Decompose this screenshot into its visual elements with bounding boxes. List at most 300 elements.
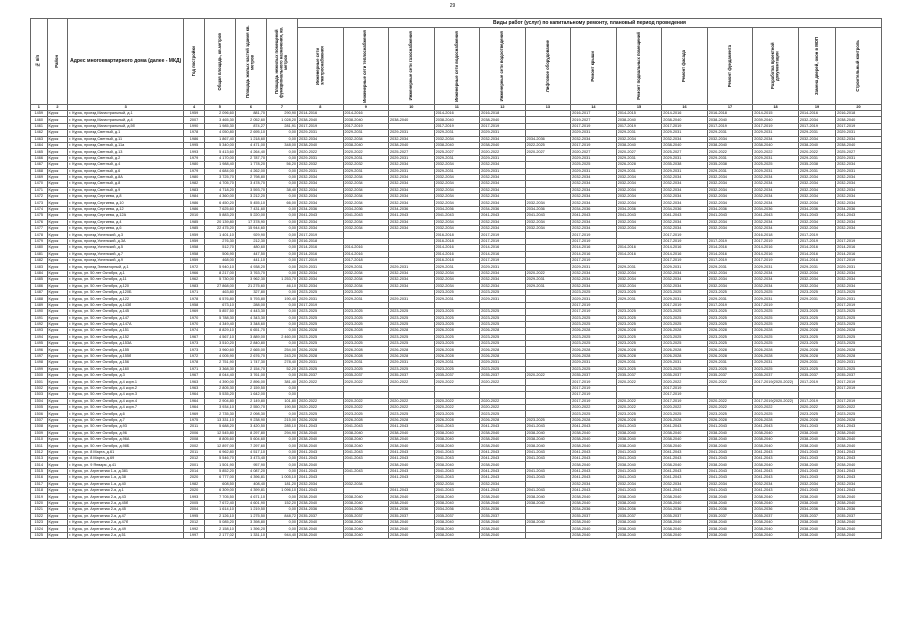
table-cell: 1470: [31, 181, 48, 187]
table-cell: 2026-2028: [480, 347, 526, 353]
table-cell: 480,60: [235, 245, 266, 251]
table-cell: 2032-2034: [343, 277, 389, 283]
table-cell: 3 368,30: [204, 366, 235, 372]
table-cell: 2029-2031: [836, 155, 882, 161]
table-cell: 2029-2031: [297, 155, 343, 161]
table-cell: 1507: [31, 417, 48, 423]
table-cell: 2020-2022: [707, 149, 753, 155]
table-cell: 4 262,00: [235, 168, 266, 174]
table-cell: 2032-2034: [343, 200, 389, 206]
table-cell: 2029-2031: [616, 155, 662, 161]
table-cell: 2023-2025: [753, 289, 799, 295]
table-cell: 408,40: [235, 481, 266, 487]
table-cell: 1501: [31, 379, 48, 385]
table-cell: 1475: [31, 213, 48, 219]
table-cell: 2034-2036: [753, 206, 799, 212]
table-cell: 1959: [184, 238, 205, 244]
table-cell: 1485: [31, 277, 48, 283]
table-cell: 0,00: [266, 238, 297, 244]
table-cell: 101,80: [266, 398, 297, 404]
table-cell: Курск: [47, 206, 68, 212]
table-cell: 4 264,40: [235, 149, 266, 155]
table-cell: 2032-2034: [389, 136, 435, 142]
table-cell: 8 829,10: [204, 328, 235, 334]
table-cell: 2023-2025: [798, 341, 835, 347]
table-cell: г. Курск, ул. 50 лет Октября, д.153А: [68, 341, 184, 347]
table-cell: 2032-2034: [798, 481, 835, 487]
table-cell: 2035-2037: [753, 513, 799, 519]
table-cell: 2017-2019: [753, 257, 799, 263]
table-cell: 5 788,30: [204, 315, 235, 321]
table-cell: 2023-2025: [662, 341, 708, 347]
table-cell: Курск: [47, 494, 68, 500]
table-cell: Курск: [47, 488, 68, 494]
table-cell: 2029-2031: [434, 264, 480, 270]
table-cell: 2014-2016: [343, 245, 389, 251]
table-cell: 2038-2040: [798, 520, 835, 526]
table-cell: 1 096,10: [266, 488, 297, 494]
header-district: Район: [47, 19, 68, 105]
table-cell: 2038-2040: [753, 520, 799, 526]
table-cell: 2020-2022: [434, 398, 480, 404]
table-cell: 2023-2025: [707, 411, 753, 417]
table-cell: 2038-2040: [480, 142, 526, 148]
table-cell: 12 897,00: [204, 443, 235, 449]
table-cell: Курск: [47, 398, 68, 404]
table-cell: 2032-2034: [480, 219, 526, 225]
header-address: Адрес многоквартирного дома (далее - МКД): [68, 19, 184, 105]
table-cell: 2032-2034: [707, 187, 753, 193]
table-cell: 1 614,10: [204, 507, 235, 513]
table-cell: 2017-2019: [571, 385, 617, 391]
table-cell: 2038-2040: [798, 436, 835, 442]
table-cell: 2020-2022: [389, 398, 435, 404]
table-cell: Курск: [47, 392, 68, 398]
table-cell: 2038-2040: [662, 430, 708, 436]
table-cell: 5 413,60: [204, 149, 235, 155]
table-cell: 1484: [31, 270, 48, 276]
table-cell: 2023-2025: [480, 366, 526, 372]
table-cell: 2023-2025: [480, 341, 526, 347]
table-cell: 2026-2028: [434, 328, 480, 334]
table-cell: 2014-2016: [662, 251, 708, 257]
table-cell: 0,00: [266, 181, 297, 187]
table-cell: 2020-2022: [707, 404, 753, 410]
table-cell: 2023-2025: [798, 321, 835, 327]
header-work-12: Замена дверей, окон в МОП: [798, 28, 835, 105]
table-cell: Курск: [47, 302, 68, 308]
table-cell: 2032-2034: [571, 481, 617, 487]
table-cell: 2017-2019: [343, 123, 389, 129]
table-cell: 0,00: [266, 494, 297, 500]
table-cell: 1467: [31, 162, 48, 168]
table-cell: 1959: [184, 111, 205, 117]
table-cell: 2017-2019: [297, 123, 343, 129]
table-cell: 281,91: [266, 123, 297, 129]
table-cell: 2026-2028: [798, 353, 835, 359]
table-cell: 2032-2034: [836, 162, 882, 168]
table-cell: 2 158,10: [204, 526, 235, 532]
table-cell: 2038-2040: [798, 430, 835, 436]
table-cell: 2020-2022: [753, 404, 799, 410]
table-cell: 2032-2034: [343, 270, 389, 276]
table-cell: Курск: [47, 321, 68, 327]
table-cell: 0,00: [266, 130, 297, 136]
table-cell: г. Курск, проезд Светлый, д.8А: [68, 174, 184, 180]
table-cell: 944,40: [266, 532, 297, 538]
table-cell: Курск: [47, 334, 68, 340]
table-cell: 13 331,10: [204, 417, 235, 423]
table-cell: 2020-2022: [662, 404, 708, 410]
table-cell: 2014-2015: [616, 111, 662, 117]
table-cell: Курск: [47, 174, 68, 180]
table-cell: г. Курск, ул. 50 лет Октября, д.4 корп.2: [68, 385, 184, 391]
table-cell: 2020-2022: [662, 379, 708, 385]
table-cell: г. Курск, ул. 50 лет Октября, д.120: [68, 283, 184, 289]
table-cell: 2038-2040: [389, 462, 435, 468]
table-cell: 2041-2043: [662, 475, 708, 481]
column-number: 9: [343, 105, 389, 111]
table-cell: 2032-2034: [434, 174, 480, 180]
table-cell: 6 777,00: [204, 475, 235, 481]
table-cell: 2032-2034: [434, 194, 480, 200]
table-cell: 2029-2031: [343, 360, 389, 366]
table-cell: г. Курск, ул. 50 лет Октября, д.93: [68, 424, 184, 430]
table-cell: 2041-2043: [616, 488, 662, 494]
table-cell: 190,50: [266, 404, 297, 410]
table-cell: 2029-2031: [434, 360, 480, 366]
table-cell: 2025-2027: [662, 149, 708, 155]
table-cell: г. Курск, ул. 50 лет Октября, д.1: [68, 270, 184, 276]
table-cell: 3 962,30: [235, 277, 266, 283]
table-cell: 2026-2028: [389, 353, 435, 359]
table-cell: 2038-2040: [662, 443, 708, 449]
table-cell: 5 546,70: [204, 456, 235, 462]
table-cell: 2038-2040: [616, 532, 662, 538]
table-cell: г. Курск, ул. 50 лет Октября, д.11: [68, 277, 184, 283]
table-cell: 4 705,70: [204, 181, 235, 187]
table-cell: 2023-2025: [836, 366, 882, 372]
table-cell: 2029-2031: [798, 360, 835, 366]
table-cell: 2041-2043: [707, 475, 753, 481]
table-cell: 2016-2017: [571, 111, 617, 117]
table-cell: Курск: [47, 289, 68, 295]
table-cell: 2010: [184, 213, 205, 219]
table-cell: Курск: [47, 111, 68, 117]
table-cell: Курск: [47, 187, 68, 193]
table-cell: 2 735,30: [204, 411, 235, 417]
table-cell: 2017-2019: [836, 302, 882, 308]
table-cell: г. Курск, ул. 50 лет Октября, д.147: [68, 315, 184, 321]
header-work-5: Инженерные сети водоотведения: [480, 28, 526, 105]
table-cell: 2038-2040: [616, 500, 662, 506]
table-cell: 2032-2034: [571, 136, 617, 142]
table-cell: 2017-2019(2020-2022): [753, 379, 799, 385]
table-cell: 2026-2028: [836, 328, 882, 334]
table-cell: 2041-2043: [798, 449, 835, 455]
table-cell: г. Курск, проезд Успенский, д.9: [68, 257, 184, 263]
table-cell: 2038-2040: [836, 500, 882, 506]
table-cell: Курск: [47, 468, 68, 474]
table-cell: 1498: [31, 360, 48, 366]
table-cell: 2029-2031: [616, 360, 662, 366]
table-cell: 2023-2025: [480, 289, 526, 295]
table-cell: 1 275,50: [235, 513, 266, 519]
table-cell: г. Курск, проезд Сергиева, д.8: [68, 194, 184, 200]
table-cell: 2026-2028: [707, 353, 753, 359]
table-cell: 2032-2034: [480, 283, 526, 289]
table-cell: 1483: [31, 264, 48, 270]
table-cell: 2026-2028: [480, 353, 526, 359]
table-cell: 2034-2036: [434, 507, 480, 513]
table-cell: Курск: [47, 520, 68, 526]
table-cell: 2020-2022: [798, 404, 835, 410]
table-cell: 2017-2019: [836, 379, 882, 385]
table-cell: 2023-2025: [616, 411, 662, 417]
table-cell: 2 840,80: [235, 341, 266, 347]
table-cell: 2032-2034: [480, 270, 526, 276]
table-cell: 1495: [31, 341, 48, 347]
table-cell: 2029-2031: [616, 130, 662, 136]
table-cell: 1476: [31, 219, 48, 225]
table-cell: 2032-2034: [707, 226, 753, 232]
table-cell: 2020-2022: [480, 149, 526, 155]
table-cell: 2023-2025: [434, 411, 480, 417]
header-year: Год постройки: [184, 19, 205, 105]
table-cell: 2023-2025: [571, 289, 617, 295]
table-cell: 2041-2043: [616, 213, 662, 219]
table-cell: 2038-2040: [753, 500, 799, 506]
table-cell: 2032-2034: [707, 200, 753, 206]
table-cell: 2020-2022: [343, 379, 389, 385]
table-cell: 1958: [184, 251, 205, 257]
table-cell: 2014-2016: [480, 251, 526, 257]
table-cell: 2041-2043: [836, 456, 882, 462]
table-cell: 1964: [184, 392, 205, 398]
table-cell: 2032-2034: [662, 219, 708, 225]
table-cell: 0,00: [266, 245, 297, 251]
header-work-8: Ремонт подвальных помещений: [616, 28, 662, 105]
table-cell: 2016-2018: [297, 238, 343, 244]
table-cell: 2032-2034: [571, 194, 617, 200]
table-cell: 2038-2040: [480, 500, 526, 506]
table-cell: г. Курск, проезд Сергиева, д.12: [68, 206, 184, 212]
table-cell: 2034-2036: [571, 507, 617, 513]
table-cell: 2017-2019: [571, 309, 617, 315]
table-cell: 2023-2025: [571, 366, 617, 372]
table-cell: 2041-2043: [753, 456, 799, 462]
table-cell: 468,00: [204, 257, 235, 263]
table-cell: 2023-2025: [707, 289, 753, 295]
table-cell: 2041-2043: [616, 424, 662, 430]
table-cell: 2023-2025: [707, 366, 753, 372]
table-cell: 2038-2040: [571, 520, 617, 526]
table-cell: 2016-2018: [434, 232, 480, 238]
table-cell: 2032-2034: [434, 181, 480, 187]
table-cell: 2023-2025: [616, 366, 662, 372]
table-cell: 2038-2040: [434, 532, 480, 538]
table-cell: 7 705,50: [204, 494, 235, 500]
table-cell: 1496: [31, 347, 48, 353]
table-cell: 294,90: [266, 430, 297, 436]
table-cell: 2032-2034: [753, 200, 799, 206]
table-cell: 2020-2022: [389, 379, 435, 385]
table-cell: 2023-2025: [836, 309, 882, 315]
table-cell: 1517: [31, 481, 48, 487]
table-cell: 2038-2040: [707, 526, 753, 532]
table-cell: 2023-2025: [616, 321, 662, 327]
table-cell: 2038-2040: [434, 142, 480, 148]
table-cell: 2032-2034: [707, 194, 753, 200]
table-cell: 2 096,60: [204, 111, 235, 117]
table-cell: 2038-2040: [434, 117, 480, 123]
table-cell: 1969: [184, 411, 205, 417]
table-cell: 56,20: [266, 162, 297, 168]
table-cell: 2023-2025: [343, 289, 389, 295]
table-cell: 2035-2037: [480, 373, 526, 379]
table-cell: 2032-2034: [798, 226, 835, 232]
table-cell: 2035-2038: [707, 162, 753, 168]
table-cell: 2023-2025: [753, 315, 799, 321]
table-cell: 2023-2025: [707, 309, 753, 315]
table-cell: 2041-2043: [662, 468, 708, 474]
table-cell: 2032-2034: [616, 174, 662, 180]
table-cell: 2038-2040: [389, 430, 435, 436]
table-cell: 2029-2031: [343, 155, 389, 161]
table-cell: Курск: [47, 379, 68, 385]
table-cell: 181,20: [266, 481, 297, 487]
table-cell: 2023-2025: [836, 341, 882, 347]
table-cell: 1486: [31, 283, 48, 289]
table-cell: 2029-2031: [343, 130, 389, 136]
table-cell: 2032-2034: [798, 174, 835, 180]
table-cell: г. Курск, ул. 50 лет Октября, д.143б: [68, 302, 184, 308]
table-cell: 2032-2034: [753, 174, 799, 180]
table-cell: 2035-2037: [571, 373, 617, 379]
table-cell: 2032-2034: [343, 219, 389, 225]
table-cell: 2038-2040: [571, 532, 617, 538]
table-cell: 2032-2034: [480, 481, 526, 487]
table-cell: 2029-2031: [434, 130, 480, 136]
table-cell: 2041-2043: [480, 449, 526, 455]
table-cell: 2032-2034: [297, 270, 343, 276]
table-cell: 22 475,20: [204, 226, 235, 232]
table-cell: 2032-2034: [297, 181, 343, 187]
table-cell: 2038-2040: [662, 462, 708, 468]
table-cell: 2035-2037: [798, 513, 835, 519]
table-cell: 2014-2016: [616, 245, 662, 251]
table-cell: 1466: [31, 155, 48, 161]
table-cell: 2029-2031: [343, 296, 389, 302]
table-cell: 2023-2025: [707, 334, 753, 340]
table-cell: 4 005,90: [204, 353, 235, 359]
table-cell: 2038-2040: [525, 436, 571, 442]
table-cell: 1505: [31, 404, 48, 410]
table-cell: Курск: [47, 200, 68, 206]
table-cell: 2041-2043: [389, 449, 435, 455]
table-cell: 0,00: [266, 436, 297, 442]
table-cell: 2029-2031: [389, 264, 435, 270]
table-cell: 2026-2028: [616, 417, 662, 423]
table-cell: 2032-2034: [297, 187, 343, 193]
table-cell: 2029-2031: [753, 360, 799, 366]
table-cell: 2038-2040: [297, 520, 343, 526]
table-cell: 2020-2022: [297, 149, 343, 155]
table-cell: 2041-2043: [798, 213, 835, 219]
table-cell: 2041-2043: [297, 475, 343, 481]
table-cell: 2035-2037: [616, 373, 662, 379]
table-cell: 2029-2031: [343, 264, 389, 270]
table-cell: 0,00: [266, 219, 297, 225]
table-cell: 2023-2025: [389, 341, 435, 347]
table-cell: 5 688,20: [204, 424, 235, 430]
table-cell: 2026-2028: [343, 353, 389, 359]
table-cell: 2017-2019: [798, 232, 835, 238]
table-cell: 2020-2022: [434, 379, 480, 385]
table-cell: 2029-2031: [616, 168, 662, 174]
table-cell: 3 465,30: [204, 117, 235, 123]
table-cell: 2038-2040: [836, 436, 882, 442]
table-cell: г. Курск, ул. 50 лет Октября, д.96: [68, 430, 184, 436]
table-cell: 1494: [31, 334, 48, 340]
table-cell: 2020-2022: [616, 379, 662, 385]
table-cell: 2029-2031: [343, 168, 389, 174]
table-cell: г. Курск, ул. 50 лет Октября, д.4 корп.1: [68, 379, 184, 385]
column-number: 10: [389, 105, 435, 111]
table-cell: 4 399,81: [235, 488, 266, 494]
column-number: 17: [707, 105, 753, 111]
table-cell: 2032-2034: [480, 174, 526, 180]
table-cell: 2032-2034: [434, 187, 480, 193]
table-cell: 2014-2016: [343, 251, 389, 257]
table-cell: 1993: [184, 149, 205, 155]
table-cell: 0,00: [266, 411, 297, 417]
table-cell: 2023-2025: [297, 334, 343, 340]
table-cell: 2038-2040: [836, 526, 882, 532]
table-cell: 2032-2034: [343, 181, 389, 187]
table-cell: 2041-2043: [616, 475, 662, 481]
table-cell: 673,10: [204, 302, 235, 308]
table-cell: 2034-2036: [662, 206, 708, 212]
table-cell: 2032-2034: [571, 270, 617, 276]
table-cell: г. Курск, ул. 50 лет Октября, д.155б: [68, 353, 184, 359]
table-cell: 2 695,10: [235, 130, 266, 136]
table-cell: 6 962,80: [204, 449, 235, 455]
table-cell: 2032-2034: [480, 136, 526, 142]
table-cell: 2 177,02: [204, 532, 235, 538]
table-cell: 2023-2025: [836, 321, 882, 327]
table-cell: 254,00: [266, 347, 297, 353]
table-cell: 27 868,00: [204, 283, 235, 289]
table-cell: г. Курск, ул. 50 лет Октября, д.151: [68, 328, 184, 334]
table-cell: Курск: [47, 532, 68, 538]
table-cell: 1 219,50: [235, 507, 266, 513]
table-cell: 8 044,40: [204, 373, 235, 379]
table-cell: 2020-2022: [525, 373, 571, 379]
table-cell: 2 904,80: [204, 398, 235, 404]
table-cell: 2032-2034: [389, 283, 435, 289]
table-cell: 2034-2036: [662, 507, 708, 513]
table-cell: 1967: [184, 334, 205, 340]
table-cell: 2023-2025: [480, 309, 526, 315]
table-cell: 2016-2018: [753, 232, 799, 238]
table-cell: 2038-2040: [525, 430, 571, 436]
table-cell: 2032-2034: [571, 219, 617, 225]
table-cell: 2041-2043: [753, 213, 799, 219]
table-cell: 2032-2034: [707, 481, 753, 487]
table-cell: 2029-2031: [662, 264, 708, 270]
table-cell: г. Курск, проезд Светлый, д.8: [68, 181, 184, 187]
